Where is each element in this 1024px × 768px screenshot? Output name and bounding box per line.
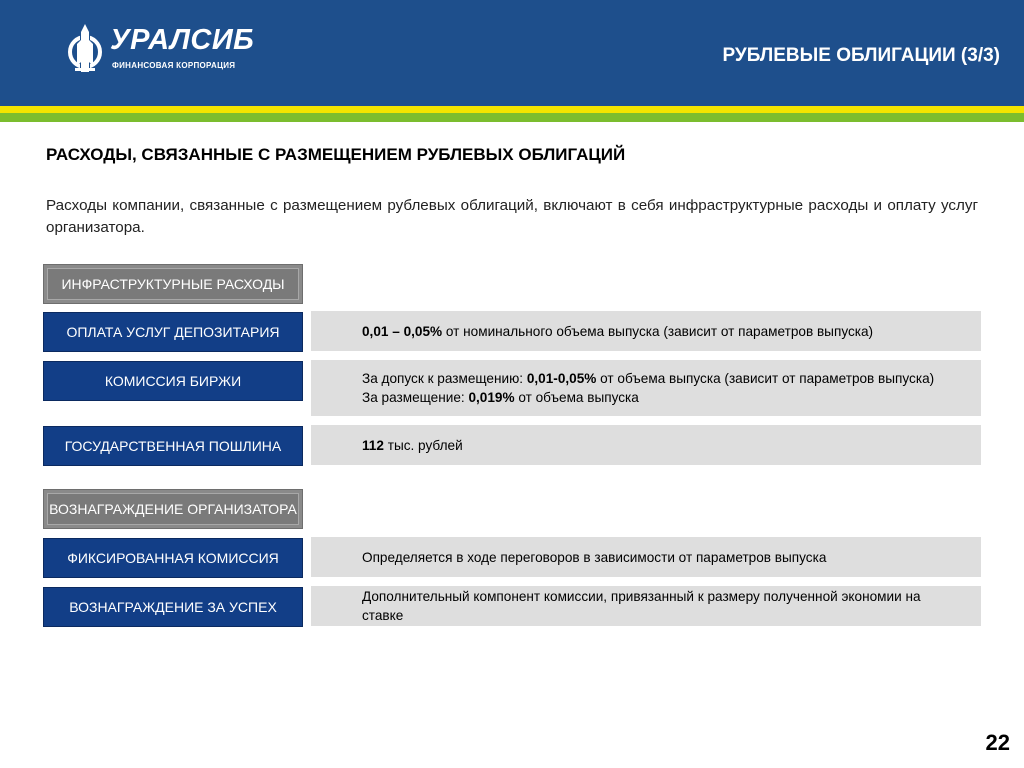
logo-subtitle: ФИНАНСОВАЯ КОРПОРАЦИЯ [112,61,236,70]
page-number: 22 [985,730,1010,755]
value-line: Дополнительный компонент комиссии, привязанный к размеру полученной экономии на [362,589,921,604]
value-line: 0,01 – 0,05% от номинального объема выпуска (зависит от параметров выпуска) [362,323,874,339]
row-value-success-fee [311,586,981,626]
row-label-success-fee: ВОЗНАГРАЖДЕНИЕ ЗА УСПЕХ [43,587,303,627]
row-label-exchange-fee: КОМИССИЯ БИРЖИ [43,361,303,401]
value-line: 112 тыс. рублей [362,437,463,453]
logo-name: УРАЛСИБ [110,24,255,56]
slide-title: РУБЛЕВЫЕ ОБЛИГАЦИИ (3/3) [722,45,1000,66]
row-value-state-duty [311,425,981,465]
category-infrastructure [43,264,303,304]
logo-emblem-icon [66,22,106,78]
value-line: Определяется в ходе переговоров в зависимости от параметров выпуска [362,549,827,565]
value-line: ставке [362,608,404,623]
yellow-stripe [0,106,1024,113]
company-logo [66,22,255,78]
section-title: РАСХОДЫ, СВЯЗАННЫЕ С РАЗМЕЩЕНИЕМ РУБЛЕВЫХ ОБЛИГАЦИЙ [46,145,626,164]
green-stripe [0,113,1024,122]
row-label-state-duty: ГОСУДАРСТВЕННАЯ ПОШЛИНА [43,426,303,466]
row-label-depositary: ОПЛАТА УСЛУГ ДЕПОЗИТАРИЯ [43,312,303,352]
row-value-fixed-fee [311,537,981,577]
category-organizer-fee [43,489,303,529]
value-line: За допуск к размещению: 0,01-0,05% от объема выпуска (зависит от параметров выпуска) [362,371,935,386]
row-value-depositary [311,311,981,351]
intro-paragraph: Расходы компании, связанные с размещением рублевых облигаций, включают в себя инфраструктурные расходы и оплату услуг организатора. [46,197,978,236]
row-label-fixed-fee: ФИКСИРОВАННАЯ КОМИССИЯ [43,538,303,578]
category-title: ИНФРАСТРУКТУРНЫЕ РАСХОДЫ [47,268,299,300]
value-line: За размещение: 0,019% от объема выпуска [362,390,639,405]
row-value-exchange-fee [311,360,981,416]
category-title: ВОЗНАГРАЖДЕНИЕ ОРГАНИЗАТОРА [47,493,299,525]
